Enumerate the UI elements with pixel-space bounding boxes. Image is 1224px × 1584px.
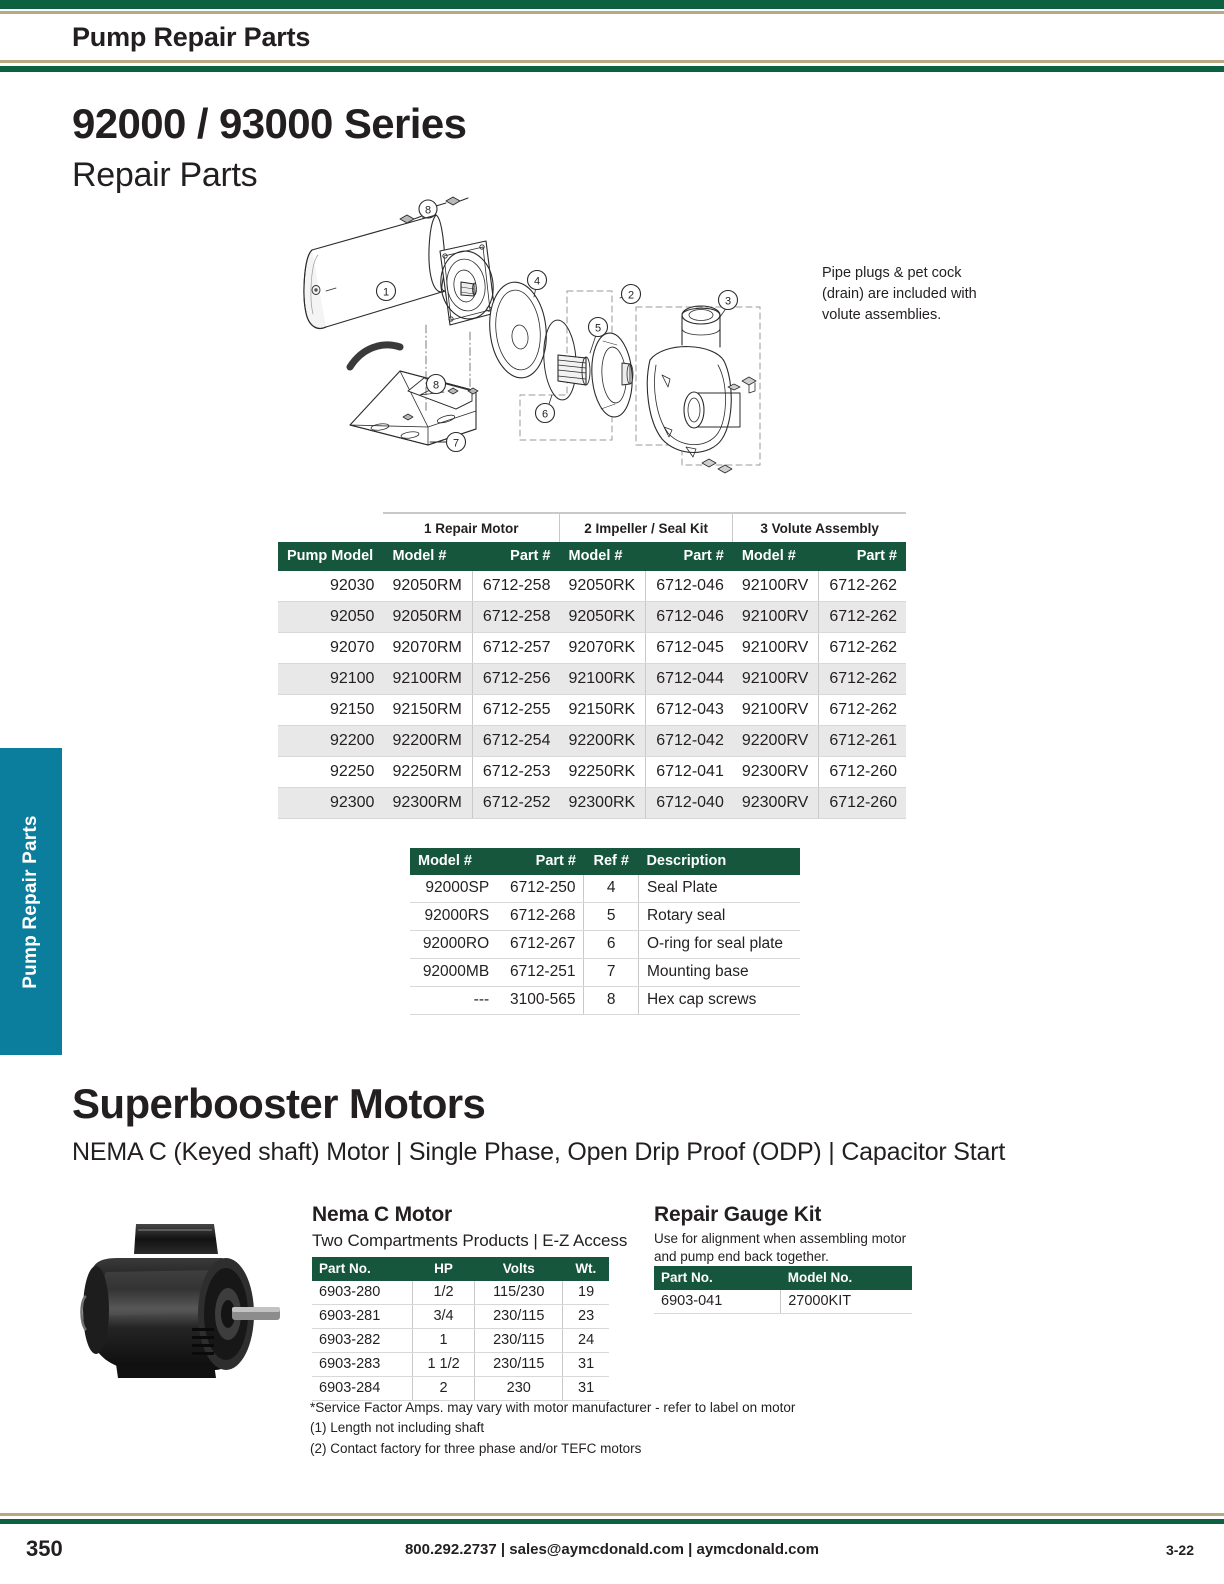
table-cell: Mounting base bbox=[638, 959, 800, 987]
table-cell: 92050RM bbox=[383, 602, 472, 633]
table-cell: 6712-262 bbox=[819, 664, 906, 695]
table-cell: 4 bbox=[584, 875, 638, 903]
table-cell: 92100RK bbox=[559, 664, 645, 695]
gauge-table-header-row bbox=[654, 1266, 912, 1290]
table-cell: 92100RV bbox=[733, 571, 819, 602]
table-cell: 31 bbox=[563, 1353, 609, 1377]
table-cell: 92070 bbox=[278, 633, 383, 664]
superbooster-title: Superbooster Motors bbox=[72, 1080, 486, 1127]
table-cell: 92070RK bbox=[559, 633, 645, 664]
table-row bbox=[312, 1353, 609, 1377]
table-cell: 92300RM bbox=[383, 788, 472, 819]
svg-text:8: 8 bbox=[424, 204, 432, 217]
component-reference-table bbox=[410, 848, 800, 1015]
table-cell: 92050 bbox=[278, 602, 383, 633]
nema-col-wt: Wt. bbox=[563, 1257, 609, 1281]
table-cell: 6712-250 bbox=[497, 875, 584, 903]
table-cell: 6712-041 bbox=[646, 757, 733, 788]
col-motor-model: Model # bbox=[383, 542, 472, 571]
table-cell: 92000RS bbox=[410, 903, 497, 931]
table-cell: 92050RK bbox=[559, 571, 645, 602]
table-cell: 3100-565 bbox=[497, 987, 584, 1015]
table-cell: 6712-251 bbox=[497, 959, 584, 987]
component-reference-table-body bbox=[410, 875, 800, 1015]
table-cell: 6903-281 bbox=[312, 1305, 412, 1329]
nema-c-motor-photo bbox=[66, 1200, 301, 1390]
table-cell: 92150 bbox=[278, 695, 383, 726]
footer-contact: 800.292.2737 | sales@aymcdonald.com | aymcdonald.com bbox=[404, 1541, 820, 1558]
nema-c-motor-subheading: Two Compartments Products | E-Z Access bbox=[312, 1231, 628, 1250]
table-row bbox=[278, 633, 906, 664]
svg-text:4: 4 bbox=[533, 275, 541, 288]
table-cell: 6712-256 bbox=[472, 664, 559, 695]
svg-text:8: 8 bbox=[432, 379, 440, 392]
table-cell: 6712-262 bbox=[819, 602, 906, 633]
ref-col-description: Description bbox=[638, 848, 800, 875]
exploded-parts-diagram bbox=[290, 195, 770, 480]
table-cell: 6712-261 bbox=[819, 726, 906, 757]
table-cell: 230/115 bbox=[475, 1353, 563, 1377]
table-cell: 1/2 bbox=[412, 1281, 475, 1305]
table-row bbox=[278, 602, 906, 633]
table-column-header-row bbox=[278, 542, 906, 571]
table-cell: 6712-260 bbox=[819, 757, 906, 788]
repair-gauge-kit-subheading: Use for alignment when assembling motor and pump end back together. bbox=[654, 1231, 907, 1265]
table-cell: 6903-283 bbox=[312, 1353, 412, 1377]
header-bottom-green-rule bbox=[0, 66, 1224, 72]
footnotes bbox=[310, 1398, 795, 1459]
table-row bbox=[312, 1305, 609, 1329]
svg-text:5: 5 bbox=[594, 322, 602, 335]
table-cell: 8 bbox=[584, 987, 638, 1015]
repair-parts-table-body bbox=[278, 571, 906, 819]
table-cell: 92030 bbox=[278, 571, 383, 602]
table-row bbox=[278, 571, 906, 602]
table-cell: 2 bbox=[412, 1377, 475, 1401]
series-title: 92000 / 93000 Series bbox=[72, 100, 467, 147]
series-subtitle: Repair Parts bbox=[72, 156, 258, 194]
table-cell: 92200 bbox=[278, 726, 383, 757]
nema-col-hp: HP bbox=[412, 1257, 475, 1281]
col-pump-model: Pump Model bbox=[278, 542, 383, 571]
table-cell: 6903-284 bbox=[312, 1377, 412, 1401]
table-cell: 230/115 bbox=[475, 1329, 563, 1353]
table-cell: 92250RK bbox=[559, 757, 645, 788]
header-bottom-tan-rule bbox=[0, 60, 1224, 63]
footer-page-number: 350 bbox=[26, 1536, 63, 1561]
table-cell: 6712-267 bbox=[497, 931, 584, 959]
table-cell: 6712-252 bbox=[472, 788, 559, 819]
table-cell: 92200RV bbox=[733, 726, 819, 757]
table-row bbox=[654, 1290, 912, 1314]
repair-gauge-kit-table-body bbox=[654, 1290, 912, 1314]
nema-c-motor-heading: Nema C Motor bbox=[312, 1203, 452, 1226]
gauge-col-model-no: Model No. bbox=[781, 1266, 912, 1290]
table-cell: 6712-255 bbox=[472, 695, 559, 726]
table-cell: 6712-253 bbox=[472, 757, 559, 788]
ref-table-header-row bbox=[410, 848, 800, 875]
table-row bbox=[278, 664, 906, 695]
table-cell: 6712-260 bbox=[819, 788, 906, 819]
col-volute-part: Part # bbox=[819, 542, 906, 571]
table-cell: 92000SP bbox=[410, 875, 497, 903]
table-cell: --- bbox=[410, 987, 497, 1015]
table-cell: 6 bbox=[584, 931, 638, 959]
table-cell: 92100RM bbox=[383, 664, 472, 695]
col-motor-part: Part # bbox=[472, 542, 559, 571]
table-row bbox=[278, 726, 906, 757]
footer-section-code: 3-22 bbox=[1165, 1542, 1194, 1558]
table-cell: 230 bbox=[475, 1377, 563, 1401]
svg-text:1: 1 bbox=[382, 286, 390, 299]
table-cell: 6712-044 bbox=[646, 664, 733, 695]
col-volute-model: Model # bbox=[733, 542, 819, 571]
table-group-header-row bbox=[278, 513, 906, 542]
table-row bbox=[410, 903, 800, 931]
table-cell: 6903-041 bbox=[654, 1290, 781, 1314]
table-cell: 6712-043 bbox=[646, 695, 733, 726]
table-cell: 92150RM bbox=[383, 695, 472, 726]
nema-col-part-no: Part No. bbox=[312, 1257, 412, 1281]
table-cell: 1 bbox=[412, 1329, 475, 1353]
table-cell: 5 bbox=[584, 903, 638, 931]
section-side-tab bbox=[0, 748, 62, 1055]
table-cell: Rotary seal bbox=[638, 903, 800, 931]
table-cell: 6712-046 bbox=[646, 571, 733, 602]
table-row bbox=[278, 757, 906, 788]
table-cell: 92250 bbox=[278, 757, 383, 788]
table-cell: 92200RK bbox=[559, 726, 645, 757]
footer-tan-rule bbox=[0, 1513, 1224, 1516]
table-row bbox=[410, 931, 800, 959]
diagram-note: Pipe plugs & pet cock (drain) are included with volute assemblies. bbox=[822, 265, 977, 324]
table-cell: 92070RM bbox=[383, 633, 472, 664]
table-cell: 6712-268 bbox=[497, 903, 584, 931]
table-cell: 6712-046 bbox=[646, 602, 733, 633]
table-cell: 92100RV bbox=[733, 633, 819, 664]
ref-col-ref: Ref # bbox=[584, 848, 638, 875]
table-cell: 92300RK bbox=[559, 788, 645, 819]
svg-text:2: 2 bbox=[627, 289, 635, 302]
table-cell: 92100RV bbox=[733, 664, 819, 695]
group-header-blank bbox=[278, 513, 383, 542]
table-cell: 6712-254 bbox=[472, 726, 559, 757]
table-row bbox=[278, 695, 906, 726]
table-cell: 31 bbox=[563, 1377, 609, 1401]
table-cell: 6712-262 bbox=[819, 633, 906, 664]
table-cell: 27000KIT bbox=[781, 1290, 912, 1314]
gauge-col-part-no: Part No. bbox=[654, 1266, 781, 1290]
svg-text:7: 7 bbox=[452, 437, 460, 450]
table-cell: Seal Plate bbox=[638, 875, 800, 903]
table-cell: 92150RK bbox=[559, 695, 645, 726]
table-cell: 6903-282 bbox=[312, 1329, 412, 1353]
footer-green-rule bbox=[0, 1519, 1224, 1524]
table-cell: 6712-257 bbox=[472, 633, 559, 664]
table-row bbox=[312, 1281, 609, 1305]
table-row bbox=[410, 987, 800, 1015]
nema-col-volts: Volts bbox=[475, 1257, 563, 1281]
table-cell: 92300RV bbox=[733, 757, 819, 788]
table-cell: 6712-042 bbox=[646, 726, 733, 757]
table-cell: 6712-258 bbox=[472, 602, 559, 633]
col-kit-part: Part # bbox=[646, 542, 733, 571]
repair-gauge-kit-table bbox=[654, 1266, 912, 1314]
table-cell: 92000MB bbox=[410, 959, 497, 987]
table-row bbox=[278, 788, 906, 819]
repair-gauge-kit-heading: Repair Gauge Kit bbox=[654, 1203, 822, 1226]
table-cell: 92200RM bbox=[383, 726, 472, 757]
table-cell: 6712-040 bbox=[646, 788, 733, 819]
svg-text:6: 6 bbox=[541, 408, 549, 421]
table-cell: 92000RO bbox=[410, 931, 497, 959]
table-cell: 3/4 bbox=[412, 1305, 475, 1329]
table-row bbox=[410, 875, 800, 903]
table-cell: 1 1/2 bbox=[412, 1353, 475, 1377]
nema-c-motor-table-body bbox=[312, 1281, 609, 1401]
table-cell: 6712-262 bbox=[819, 571, 906, 602]
col-kit-model: Model # bbox=[559, 542, 645, 571]
table-cell: 92300 bbox=[278, 788, 383, 819]
table-cell: 6903-280 bbox=[312, 1281, 412, 1305]
table-cell: 92300RV bbox=[733, 788, 819, 819]
nema-c-motor-table bbox=[312, 1257, 609, 1401]
table-cell: 19 bbox=[563, 1281, 609, 1305]
table-cell: 92250RM bbox=[383, 757, 472, 788]
repair-parts-table bbox=[278, 512, 906, 819]
nema-table-header-row bbox=[312, 1257, 609, 1281]
table-cell: 230/115 bbox=[475, 1305, 563, 1329]
page-header-title: Pump Repair Parts bbox=[72, 22, 311, 52]
table-cell: 6712-258 bbox=[472, 571, 559, 602]
table-row bbox=[312, 1377, 609, 1401]
table-row bbox=[312, 1329, 609, 1353]
header-top-tan-rule bbox=[0, 11, 1224, 14]
table-cell: 7 bbox=[584, 959, 638, 987]
group-header-impeller-seal-kit: 2 Impeller / Seal Kit bbox=[559, 513, 732, 542]
table-cell: O-ring for seal plate bbox=[638, 931, 800, 959]
table-cell: 24 bbox=[563, 1329, 609, 1353]
table-cell: 92100RV bbox=[733, 695, 819, 726]
footnote-three-phase: (2) Contact factory for three phase and/or TEFC motors bbox=[310, 1440, 642, 1456]
table-cell: 23 bbox=[563, 1305, 609, 1329]
table-row bbox=[410, 959, 800, 987]
table-cell: 92050RK bbox=[559, 602, 645, 633]
table-cell: 92100 bbox=[278, 664, 383, 695]
ref-col-part: Part # bbox=[497, 848, 584, 875]
table-cell: Hex cap screws bbox=[638, 987, 800, 1015]
superbooster-subtitle: NEMA C (Keyed shaft) Motor | Single Phase, Open Drip Proof (ODP) | Capacitor Start bbox=[72, 1138, 1006, 1166]
footnote-service-factor: *Service Factor Amps. may vary with motor manufacturer - refer to label on motor bbox=[310, 1400, 796, 1415]
ref-col-model: Model # bbox=[410, 848, 497, 875]
table-cell: 92050RM bbox=[383, 571, 472, 602]
section-side-tab-label: Pump Repair Parts bbox=[20, 814, 41, 989]
svg-text:3: 3 bbox=[724, 295, 732, 308]
group-header-volute-assembly: 3 Volute Assembly bbox=[733, 513, 906, 542]
header-top-green-rule bbox=[0, 0, 1224, 9]
table-cell: 6712-262 bbox=[819, 695, 906, 726]
table-cell: 115/230 bbox=[475, 1281, 563, 1305]
table-cell: 92100RV bbox=[733, 602, 819, 633]
table-cell: 6712-045 bbox=[646, 633, 733, 664]
footnote-length: (1) Length not including shaft bbox=[310, 1420, 485, 1436]
group-header-repair-motor: 1 Repair Motor bbox=[383, 513, 559, 542]
